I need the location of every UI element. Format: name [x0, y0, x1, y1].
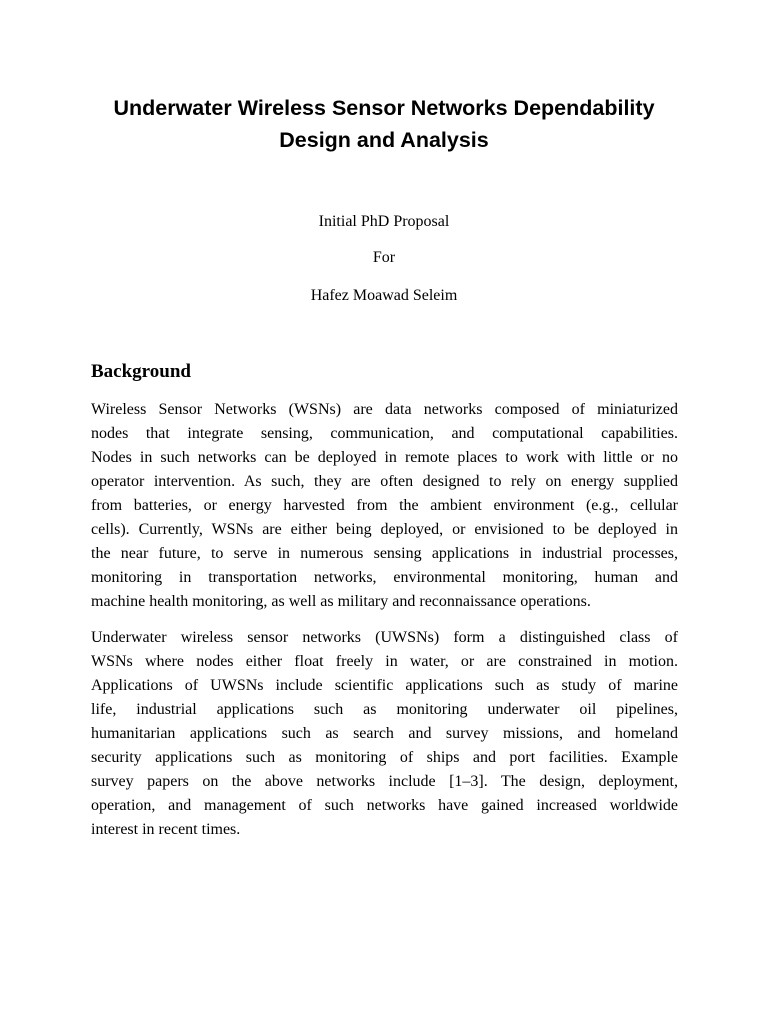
paragraph-2-line: Applications of UWSNs include scientific applications such as study of marine [91, 677, 678, 694]
paragraph-1-line: nodes that integrate sensing, communication, and computational capabilities. [91, 425, 678, 442]
paragraph-1-line: machine health monitoring, as well as military and reconnaissance operations. [91, 593, 591, 610]
document-title [60, 92, 708, 156]
proposal-subtitle: Initial PhD Proposal [318, 213, 450, 230]
paragraph-2-line: Underwater wireless sensor networks (UWSNs) form a distinguished class of [91, 629, 678, 646]
title-line-1: Underwater Wireless Sensor Networks Dependability [113, 96, 655, 120]
paragraph-2-line: life, industrial applications such as monitoring underwater oil pipelines, [91, 701, 678, 718]
paragraph-2-line: humanitarian applications such as search and survey missions, and homeland [91, 725, 678, 742]
author-name: Hafez Moawad Seleim [310, 287, 458, 304]
paragraph-2-line: interest in recent times. [91, 821, 241, 838]
paragraph-1 [91, 398, 678, 614]
paragraph-1-line: operator intervention. As such, they are often designed to rely on energy supplied [91, 473, 678, 490]
paragraph-1-line: Nodes in such networks can be deployed in remote places to work with little or no [91, 449, 678, 466]
paragraph-1-line: Wireless Sensor Networks (WSNs) are data networks composed of miniaturized [91, 401, 678, 418]
paragraph-1-line: from batteries, or energy harvested from the ambient environment (e.g., cellular [91, 497, 678, 514]
paragraph-1-line: monitoring in transportation networks, environmental monitoring, human and [91, 569, 678, 586]
paragraph-2-line: survey papers on the above networks include [1–3]. The design, deployment, [91, 773, 678, 790]
section-heading-background: Background [91, 361, 191, 382]
paragraph-2-line: security applications such as monitoring of ships and port facilities. Example [91, 749, 678, 766]
paragraph-2-line: WSNs where nodes either float freely in water, or are constrained in motion. [91, 653, 678, 670]
for-label: For [372, 249, 396, 266]
paragraph-1-line: the near future, to serve in numerous sensing applications in industrial processes, [91, 545, 678, 562]
title-line-2: Design and Analysis [279, 128, 489, 152]
paragraph-2-line: operation, and management of such networks have gained increased worldwide [91, 797, 678, 814]
paragraph-1-line: cells). Currently, WSNs are either being deployed, or envisioned to be deployed in [91, 521, 678, 538]
paragraph-2 [91, 626, 678, 842]
